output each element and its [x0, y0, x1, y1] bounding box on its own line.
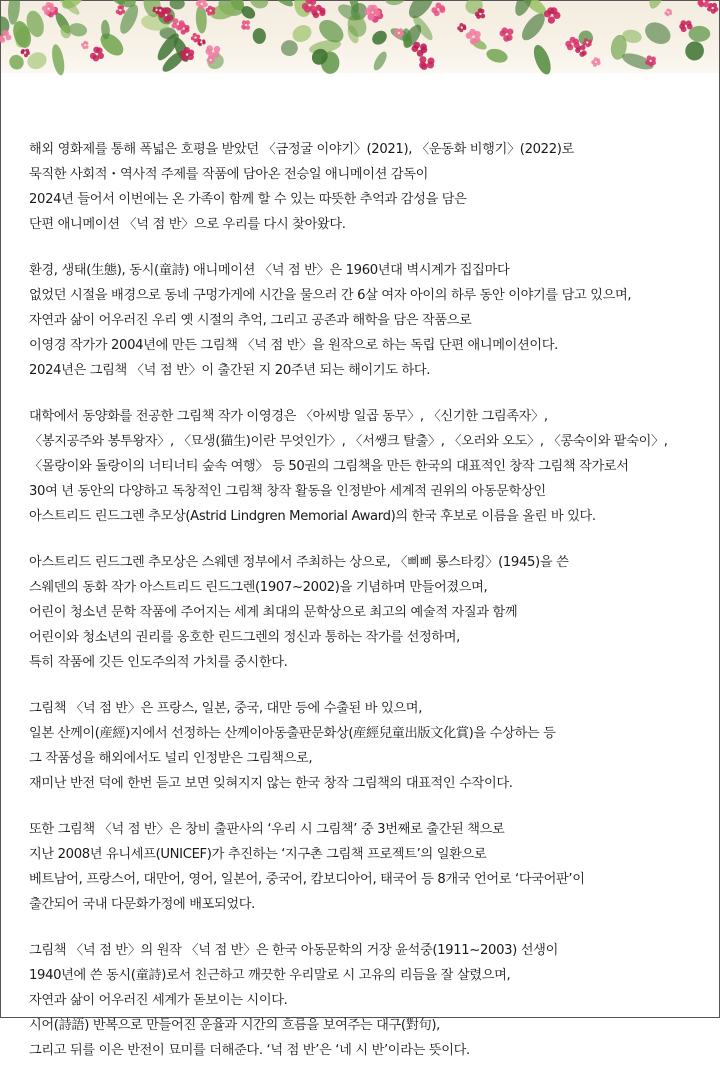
paragraph-synopsis [29, 258, 699, 383]
text-line: 지난 2008년 유니세프(UNICEF)가 추진하는 ‘지구촌 그림책 프로젝트’의 일환으로 [29, 847, 487, 862]
leaf-shape [50, 43, 67, 76]
text-line: 그림책 〈넉 점 반〉은 프랑스, 일본, 중국, 대만 등에 수출된 바 있으며, [29, 701, 423, 716]
paragraph-award [29, 550, 699, 675]
text-line: 해외 영화제를 통해 폭넓은 호평을 받았던 〈금정굴 이야기〉(2021), 〈운동화 비행기〉(2022)로 [29, 142, 574, 157]
text-line: 시어(詩語) 반복으로 만들어진 운율과 시간의 흐름을 보여주는 대구(對句), [29, 1018, 440, 1033]
blossom-shape [191, 33, 201, 43]
text-line: 자연과 삶이 어우러진 세계가 돋보이는 시이다. [29, 993, 288, 1008]
leaf-shape [267, 0, 296, 9]
blossom-shape [116, 5, 126, 15]
leaf-shape [382, 0, 409, 8]
leaf-shape [369, 28, 389, 48]
text-line: 자연과 삶이 어우러진 우리 옛 시절의 추억, 그리고 공존과 해학을 담은 작품으로 [29, 313, 472, 328]
blossom-shape [664, 9, 672, 17]
leaf-shape [646, 0, 667, 11]
leaf-shape [641, 18, 674, 48]
leaf-shape [280, 39, 299, 57]
text-line: 환경, 생태(生態), 동시(童詩) 애니메이션 〈넉 점 반〉은 1960년대 벽시계가 집집마다 [29, 263, 510, 278]
text-line: 아스트리드 린드그렌 추모상(Astrid Lindgren Memorial Award)의 한국 후보로 이름을 올린 바 있다. [29, 509, 596, 524]
text-line: 베트남어, 프랑스어, 대만어, 영어, 일본어, 중국어, 캄보디아어, 태국어 등 8개국 언어로 ‘다국어판’이 [29, 872, 585, 887]
leaf-shape [6, 52, 26, 72]
text-line: 단편 애니메이션 〈넉 점 반〉으로 우리를 다시 찾아왔다. [29, 217, 346, 232]
text-line: 1940년에 쓴 동시(童詩)로서 친근하고 깨끗한 우리말로 시 고유의 리듬을 잘 살렸으며, [29, 968, 511, 983]
text-line: 또한 그림책 〈넉 점 반〉은 창비 출판사의 ‘우리 시 그림책’ 중 3번째로 출간된 책으로 [29, 822, 505, 837]
text-line: 없었던 시절을 배경으로 동네 구멍가게에 시간을 물으러 간 6살 여자 아이의 하루 동안 이야기를 담고 있으며, [29, 288, 632, 303]
leaf-shape [683, 39, 707, 63]
blossom-shape [466, 29, 481, 45]
text-line: 〈봉지공주와 봉투왕자〉, 〈묘생(猫生)이란 무엇인가〉, 〈서쌩크 탈출〉, 〈오러와 오도〉, 〈콩숙이와 팥숙이〉, [29, 434, 668, 449]
blossom-shape [591, 57, 601, 66]
blossom-shape [90, 47, 104, 62]
text-line: 〈몰랑이와 돌랑이의 너티너티 숲속 여행〉 등 50권의 그림책을 만든 한국의 대표적인 창작 그림책 작가로서 [29, 459, 629, 474]
paragraph-author [29, 404, 699, 529]
blossom-shape [205, 6, 215, 16]
blossom-shape [500, 27, 514, 41]
leaf-shape [463, 0, 485, 16]
text-line: 특히 작품에 깃든 인도주의적 가치를 중시한다. [29, 655, 288, 670]
blossom-shape [697, 0, 710, 7]
article-body [29, 137, 699, 1084]
text-line: 어린이와 청소년의 권리를 옹호한 린드그렌의 정신과 통하는 작가를 선정하며, [29, 630, 461, 645]
blossom-shape [21, 49, 30, 57]
blossom-shape [241, 20, 250, 30]
blossom-shape [81, 41, 88, 49]
blossom-shape [457, 23, 466, 32]
blossom-shape [544, 7, 561, 24]
leaf-shape [169, 0, 185, 10]
text-line: 그 작품성을 해외에서도 널리 인정받은 그림책으로, [29, 751, 313, 766]
text-line: 30여 년 동안의 다양하고 독창적인 그림책 창작 활동을 인정받아 세계적 권위의 아동문학상인 [29, 484, 546, 499]
text-line: 2024년 들어서 이번에는 온 가족이 함께 할 수 있는 따뜻한 추억과 감성을 담은 [29, 192, 467, 207]
leaf-shape [485, 47, 509, 65]
leaf-shape [252, 28, 266, 44]
text-line: 어린이 청소년 문학 작품에 주어지는 세계 최대의 문학상으로 최고의 예술적 자질과 함께 [29, 605, 518, 620]
text-line: 2024년은 그림책 〈넉 점 반〉이 출간된 지 20주년 되는 해이기도 하다. [29, 363, 431, 378]
text-line: 그리고 뒤를 이은 반전이 묘미를 더해준다. ‘넉 점 반’은 ‘네 시 반’이라는 뜻이다. [29, 1043, 470, 1058]
paragraph-export [29, 696, 699, 796]
text-line: 묵직한 사회적・역사적 주제를 작품에 담아온 전승일 애니메이션 감독이 [29, 167, 429, 182]
text-line: 대학에서 동양화를 전공한 그림책 작가 이영경은 〈아씨방 일곱 동무〉, 〈신기한 그림족자〉, [29, 409, 548, 424]
blossom-shape [431, 3, 445, 17]
paragraph-unicef [29, 817, 699, 917]
blossom-shape [412, 42, 428, 57]
blossom-shape [419, 56, 434, 70]
floral-banner-illustration [1, 1, 719, 73]
text-line: 이영경 작가가 2004년에 만든 그림책 〈넉 점 반〉을 원작으로 하는 독립 단편 애니메이션이다. [29, 338, 559, 353]
text-line: 그림책 〈넉 점 반〉의 원작 〈넉 점 반〉은 한국 아동문학의 거장 윤석중(1911~2003) 선생이 [29, 943, 558, 958]
paragraph-works [29, 137, 699, 237]
text-line: 출간되어 국내 다문화가정에 배포되었다. [29, 897, 255, 912]
leaf-shape [530, 43, 554, 77]
text-line: 스웨덴의 동화 작가 아스트리드 린드그렌(1907~2002)을 기념하며 만들어졌으며, [29, 580, 488, 595]
text-line: 아스트리드 린드그렌 추모상은 스웨덴 정부에서 주최하는 상으로, 〈삐삐 롱스타킹〉(1945)을 쓴 [29, 555, 569, 570]
floral-illustration [1, 1, 719, 73]
paragraph-poem [29, 938, 699, 1063]
leaf-shape [371, 50, 389, 73]
text-line: 일본 산께이(産經)지에서 선정하는 산께이아동출판문화상(産經兒童出版文化賞)을 수상하는 등 [29, 726, 556, 741]
text-line: 재미난 반전 덕에 한번 듣고 보면 잊혀지지 않는 한국 창작 그림책의 대표적인 수작이다. [29, 776, 513, 791]
